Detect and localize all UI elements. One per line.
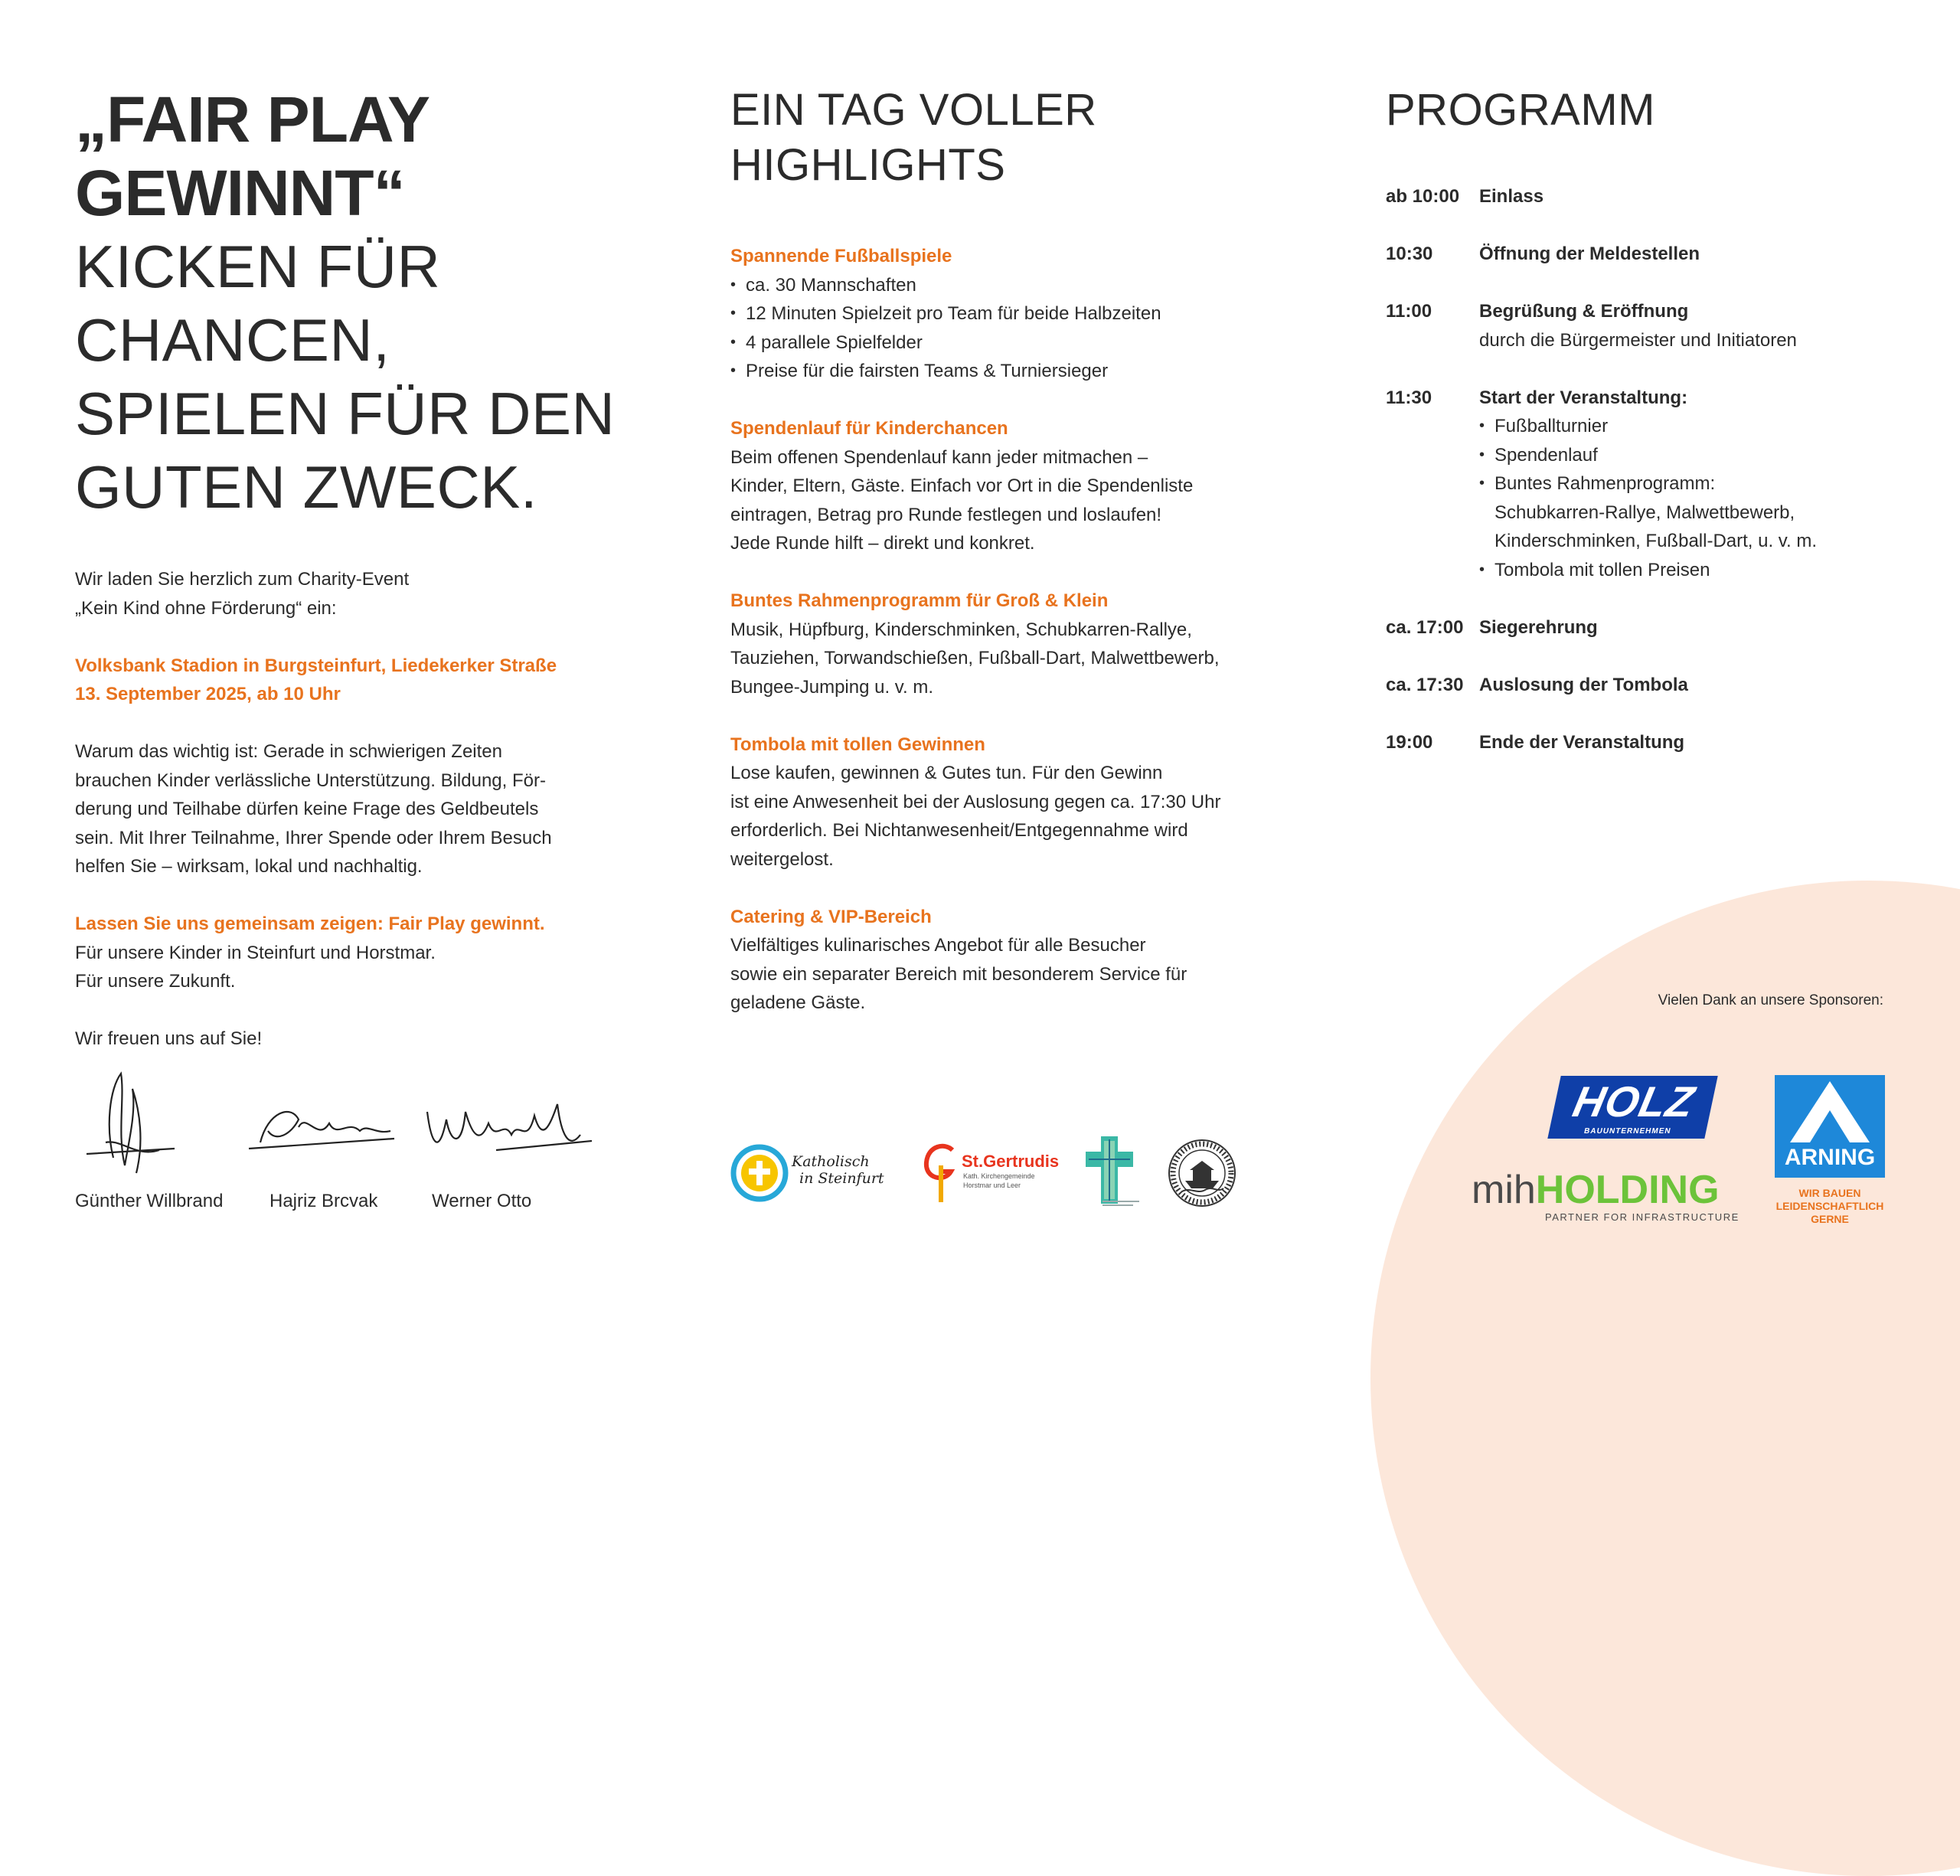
- mih-logo-text: mih: [1472, 1168, 1536, 1212]
- why-line: brauchen Kinder verlässliche Unterstützung. Bildung, För-: [75, 770, 546, 791]
- schedule-row: [1386, 182, 1922, 211]
- schedule-row: [1386, 240, 1922, 269]
- why-line: derung und Teilhabe dürfen keine Frage des Geldbeutels: [75, 799, 539, 819]
- schedule-row: [1386, 297, 1922, 355]
- left-column: [75, 0, 626, 1054]
- callout-line: Für unsere Kinder in Steinfurt und Horstmar.: [75, 942, 436, 963]
- schedule-title: Einlass: [1479, 186, 1544, 207]
- section-line: weitergelost.: [730, 848, 834, 870]
- schedule-title: Start der Veranstaltung:: [1479, 387, 1688, 408]
- mih-logo-sub: PARTNER FOR INFRASTRUCTURE: [1545, 1211, 1740, 1223]
- highlights-title-line: HIGHLIGHTS: [730, 140, 1006, 190]
- katholisch-cross-icon: [730, 1144, 789, 1202]
- section-heading: Buntes Rahmenprogramm für Groß & Klein: [730, 590, 1109, 611]
- why-line: sein. Mit Ihrer Teilnahme, Ihrer Spende oder Ihrem Besuch: [75, 827, 552, 848]
- schedule-time: ca. 17:30: [1386, 674, 1464, 695]
- holding-logo-text: HOLDING: [1535, 1168, 1720, 1212]
- section-line: Kinder, Eltern, Gäste. Einfach vor Ort in die Spendenliste: [730, 476, 1194, 496]
- arning-slogan-line: GERNE: [1811, 1213, 1849, 1225]
- schedule-time: 19:00: [1386, 731, 1433, 753]
- schedule-bullet: • Buntes Rahmenprogramm: Schubkarren-Rallye, Malwettbewerb, Kinderschminken, Fußball-Dart, u. v. m.: [1479, 469, 1922, 556]
- bullet-item: • 12 Minuten Spielzeit pro Team für beide Halbzeiten: [730, 299, 1297, 328]
- holz-logo-text: HOLZ: [1569, 1077, 1699, 1126]
- headline-bold-line: „FAIR PLAY: [75, 83, 430, 155]
- schedule-row: [1386, 728, 1922, 757]
- sponsor-background: [1370, 881, 1960, 1876]
- why-line: Warum das wichtig ist: Gerade in schwierigen Zeiten: [75, 741, 502, 762]
- section-line: Jede Runde hilft – direkt und konkret.: [730, 533, 1035, 554]
- logo-mih-holding: [1472, 1168, 1720, 1211]
- signatory-name: Hajriz Brcvak: [270, 1191, 378, 1211]
- katholisch-logo-line: in Steinfurt: [799, 1170, 884, 1187]
- section-line: erforderlich. Bei Nichtanwesenheit/Entgegennahme wird: [730, 820, 1188, 841]
- schedule-bullet: • Spendenlauf: [1479, 441, 1922, 470]
- schedule-title: Ende der Veranstaltung: [1479, 731, 1685, 753]
- arning-logo-text: ARNING: [1784, 1145, 1876, 1170]
- section-line: Lose kaufen, gewinnen & Gutes tun. Für den Gewinn: [730, 763, 1163, 783]
- signature-otto: [420, 1097, 596, 1165]
- schedule-bullet: • Fußballturnier: [1479, 412, 1922, 441]
- headline-light-line: SPIELEN FÜR DEN: [75, 380, 616, 447]
- schedule-title: Öffnung der Meldestellen: [1479, 243, 1700, 264]
- section-heading: Spendenlauf für Kinderchancen: [730, 418, 1008, 439]
- section-line: Vielfältiges kulinarisches Angebot für alle Besucher: [730, 935, 1146, 956]
- logo-arning: [1775, 1075, 1885, 1178]
- section-line: Tauziehen, Torwandschießen, Fußball-Dart, Malwettbewerb,: [730, 648, 1220, 668]
- katholisch-logo-line: Katholisch: [792, 1153, 870, 1170]
- program-title: PROGRAMM: [1386, 85, 1655, 135]
- section-heading: Tombola mit tollen Gewinnen: [730, 734, 985, 755]
- callout: Lassen Sie uns gemeinsam zeigen: Fair Play gewinnt.: [75, 913, 545, 934]
- arning-slogan-line: LEIDENSCHAFTLICH: [1775, 1200, 1884, 1212]
- signatory-name: Günther Willbrand: [75, 1191, 224, 1211]
- schedule-row: [1386, 613, 1922, 642]
- schedule-title: Siegerehrung: [1479, 616, 1598, 638]
- highlight-section: [730, 903, 1297, 1018]
- schedule-time: 10:30: [1386, 243, 1433, 264]
- section-heading: Catering & VIP-Bereich: [730, 906, 932, 927]
- schedule-subtitle: durch die Bürgermeister und Initiatoren: [1479, 329, 1797, 351]
- ecumenical-cross-logo: [1080, 1133, 1141, 1210]
- highlight-section: [730, 242, 1297, 386]
- headline-light-line: GUTEN ZWECK.: [75, 453, 537, 521]
- callout-line: Für unsere Zukunft.: [75, 971, 236, 992]
- schedule-row: [1386, 671, 1922, 700]
- schedule-time: 11:30: [1386, 387, 1432, 408]
- signatory-name: Werner Otto: [432, 1191, 532, 1211]
- holz-logo-sub: BAUUNTERNEHMEN: [1583, 1127, 1672, 1136]
- why-line: helfen Sie – wirksam, lokal und nachhaltig.: [75, 856, 423, 877]
- sponsors-label: Vielen Dank an unsere Sponsoren:: [1658, 992, 1883, 1008]
- schedule-bullet: • Tombola mit tollen Preisen: [1479, 556, 1922, 585]
- venue-line: Volksbank Stadion in Burgsteinfurt, Liedekerker Straße: [75, 655, 557, 676]
- bullet-item: • 4 parallele Spielfelder: [730, 328, 1297, 358]
- middle-column: [730, 0, 1297, 1018]
- arning-slogan-line: WIR BAUEN: [1798, 1187, 1861, 1199]
- headline: [75, 83, 626, 524]
- logo-holz: [1547, 1076, 1717, 1139]
- headline-bold-line: GEWINNT“: [75, 157, 405, 229]
- highlights-title-line: EIN TAG VOLLER: [730, 85, 1097, 135]
- headline-light-line: CHANCEN,: [75, 306, 390, 374]
- bullet-item: • Preise für die fairsten Teams & Turniersieger: [730, 357, 1297, 386]
- kirchengemeinde-seal-logo: [1167, 1138, 1237, 1208]
- section-line: Bungee-Jumping u. v. m.: [730, 676, 934, 698]
- date-line: 13. September 2025, ab 10 Uhr: [75, 684, 341, 704]
- arning-a-icon: [1775, 1075, 1885, 1144]
- gertrudis-sub: Kath. Kirchengemeinde: [963, 1172, 1035, 1180]
- schedule-time: ca. 17:00: [1386, 616, 1464, 638]
- schedule-title: Begrüßung & Eröffnung: [1479, 301, 1689, 322]
- schedule-row: [1386, 384, 1922, 585]
- section-line: sowie ein separater Bereich mit besonderem Service für: [730, 963, 1187, 985]
- highlight-section: [730, 730, 1297, 874]
- section-line: geladene Gäste.: [730, 992, 866, 1013]
- section-line: Beim offenen Spendenlauf kann jeder mitmachen –: [730, 446, 1148, 468]
- schedule-title: Auslosung der Tombola: [1479, 674, 1688, 695]
- right-column: [1386, 0, 1922, 757]
- intro-line: Wir laden Sie herzlich zum Charity-Event: [75, 569, 410, 590]
- signature-willbrand: [83, 1066, 182, 1181]
- gertrudis-g-icon: [922, 1139, 960, 1204]
- logo-katholisch-steinfurt: [730, 1144, 891, 1202]
- bullet-item: • ca. 30 Mannschaften: [730, 271, 1297, 300]
- section-line: Musik, Hüpfburg, Kinderschminken, Schubkarren-Rallye,: [730, 619, 1192, 640]
- logo-st-gertrudis: [922, 1139, 1067, 1204]
- highlight-section: [730, 587, 1297, 701]
- highlight-section: [730, 414, 1297, 558]
- section-line: eintragen, Betrag pro Runde festlegen und loslaufen!: [730, 504, 1162, 525]
- intro-line: „Kein Kind ohne Förderung“ ein:: [75, 597, 337, 619]
- schedule-time: 11:00: [1386, 301, 1432, 322]
- gertrudis-sub: Horstmar und Leer: [963, 1181, 1021, 1189]
- signature-brcvak: [245, 1097, 398, 1158]
- headline-light-line: KICKEN FÜR: [75, 233, 441, 300]
- gertrudis-name: St.Gertrudis: [962, 1152, 1060, 1171]
- closing: Wir freuen uns auf Sie!: [75, 1028, 263, 1049]
- section-heading: Spannende Fußballspiele: [730, 246, 952, 266]
- section-line: ist eine Anwesenheit bei der Auslosung gegen ca. 17:30 Uhr: [730, 791, 1221, 812]
- arning-slogan: [1761, 1187, 1899, 1226]
- schedule-time: ab 10:00: [1386, 186, 1460, 207]
